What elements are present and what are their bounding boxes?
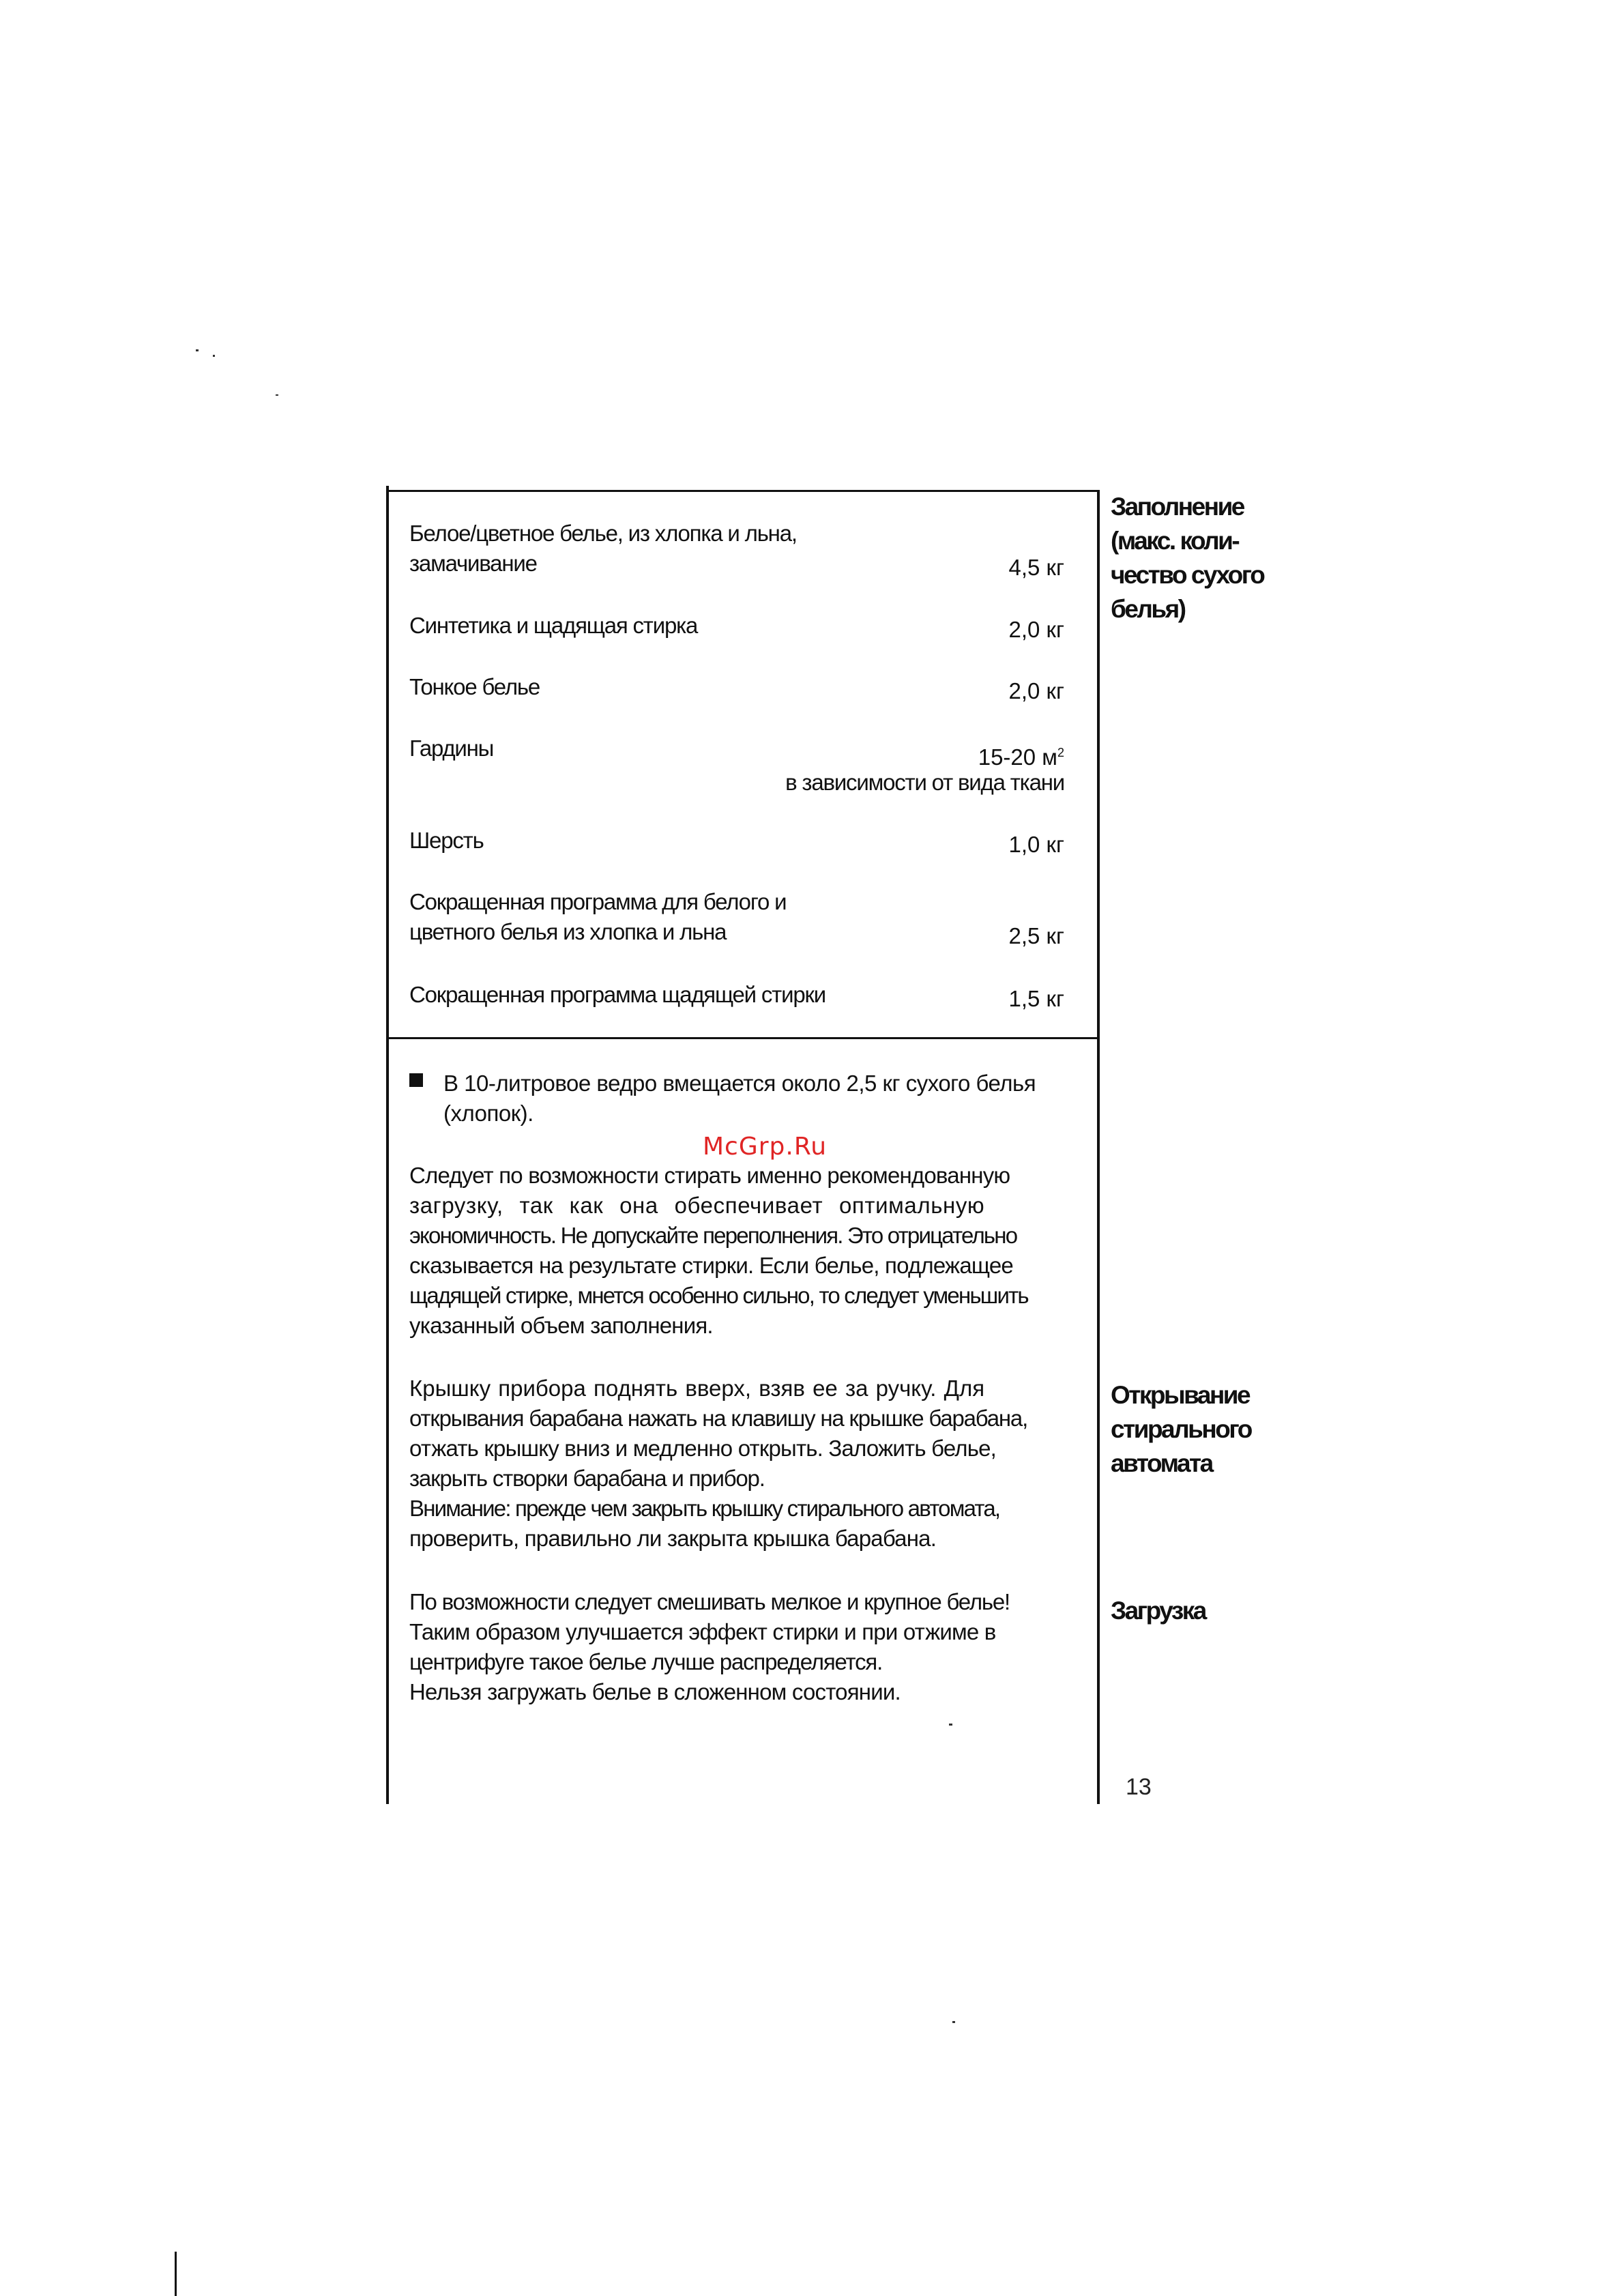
load-row-short-delicate [409, 980, 1064, 1010]
load-label: замачивание [409, 551, 537, 576]
para-line: Нельзя загружать белье в сложенном состоянии. [409, 1679, 901, 1704]
load-value: 1,0 кг [1008, 832, 1064, 857]
loading-paragraph [409, 1587, 1081, 1707]
load-value [978, 738, 1064, 772]
load-row-wool [409, 826, 1064, 856]
load-label: Сокращенная программа для белого и [409, 889, 787, 914]
para-line: Следует по возможности стирать именно рекомендованную [409, 1163, 1010, 1188]
load-row-delicates [409, 672, 1064, 702]
speck [952, 2021, 955, 2023]
load-label: Синтетика и щадящая стирка [409, 613, 698, 638]
para-line: экономичность. Не допускайте переполнения. Это отрицательно [409, 1223, 1017, 1248]
side-heading-line: белья) [1111, 595, 1185, 623]
watermark: McGrp.Ru [703, 1133, 828, 1161]
load-row-curtains [409, 733, 1064, 798]
para-line: центрифуге такое белье лучше распределяется. [409, 1649, 883, 1674]
load-row-short-cotton [409, 887, 1064, 947]
load-label: Белое/цветное белье, из хлопка и льна, [409, 521, 797, 546]
bullet-square [409, 1073, 423, 1087]
load-label: цветного белья из хлопка и льна [409, 919, 727, 944]
side-heading-line: стирального [1111, 1415, 1251, 1443]
para-line: указанный объем заполнения. [409, 1313, 713, 1338]
side-heading-line: чество сухого [1111, 561, 1264, 589]
right-rule [1097, 490, 1100, 1804]
speck [276, 394, 278, 396]
load-value: 2,0 кг [1008, 678, 1064, 703]
load-value: 2,0 кг [1008, 617, 1064, 642]
side-heading-line: Загрузка [1111, 1597, 1205, 1625]
bucket-note [443, 1069, 1081, 1129]
load-value: 1,5 кг [1008, 986, 1064, 1011]
load-label: Гардины [409, 736, 494, 761]
top-rule [386, 490, 1100, 492]
para-line: щадящей стирке, мнется особенно сильно, то следует уменьшить [409, 1283, 1028, 1308]
margin-mark [175, 2252, 177, 2296]
left-rule [386, 486, 389, 1804]
load-label: Шерсть [409, 828, 484, 853]
side-heading-line: автомата [1111, 1449, 1212, 1477]
speck [949, 1724, 952, 1726]
load-row-white-colored [409, 519, 1064, 579]
para-line: загрузку, так как она обеспечивает оптимальную [409, 1193, 985, 1218]
curtain-area: 15-20 м [978, 744, 1057, 770]
load-label: Тонкое белье [409, 674, 540, 699]
para-line: отжать крышку вниз и медленно открыть. Заложить белье, [409, 1436, 997, 1461]
recommend-paragraph [409, 1161, 1081, 1341]
table-bottom-rule [386, 1037, 1100, 1039]
speck [196, 349, 199, 351]
load-value: 2,5 кг [1008, 923, 1064, 948]
side-heading-line: (макс. коли- [1111, 527, 1239, 555]
para-line: По возможности следует смешивать мелкое и крупное белье! [409, 1589, 1010, 1614]
load-value: 4,5 кг [1008, 555, 1064, 580]
side-heading-opening [1111, 1378, 1251, 1481]
bucket-line: (хлопок). [443, 1101, 533, 1126]
para-line: закрыть створки барабана и прибор. [409, 1466, 765, 1491]
load-row-synthetics [409, 611, 1064, 641]
para-line: Крышку прибора поднять вверх, взяв ее за ручку. Для [409, 1376, 985, 1401]
para-line: сказывается на результате стирки. Если белье, подлежащее [409, 1253, 1013, 1278]
speck [213, 355, 215, 357]
side-heading-loading [1111, 1594, 1205, 1628]
side-heading-fill [1111, 490, 1263, 626]
load-note: в зависимости от вида ткани [785, 770, 1064, 795]
para-line: Внимание: прежде чем закрыть крышку стирального автомата, [409, 1496, 1000, 1521]
opening-paragraph [409, 1374, 1081, 1554]
side-heading-line: Заполнение [1111, 493, 1244, 521]
load-label: Сокращенная программа щадящей стирки [409, 982, 825, 1007]
bucket-line: В 10-литровое ведро вмещается около 2,5 кг сухого белья [443, 1071, 1036, 1096]
side-heading-line: Открывание [1111, 1381, 1250, 1409]
para-line: открывания барабана нажать на клавишу на крышке барабана, [409, 1406, 1028, 1431]
square-superscript: 2 [1057, 746, 1064, 759]
para-line: проверить, правильно ли закрыта крышка барабана. [409, 1526, 937, 1551]
page-number: 13 [1126, 1774, 1152, 1800]
para-line: Таким образом улучшается эффект стирки и при отжиме в [409, 1619, 996, 1644]
